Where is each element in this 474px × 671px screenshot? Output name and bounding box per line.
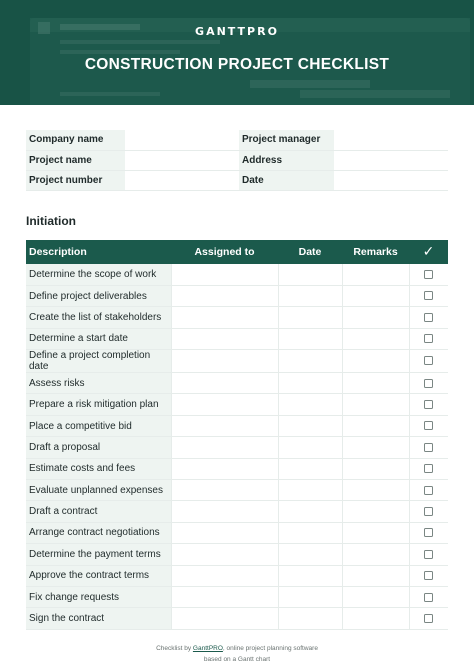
project-info-table: [26, 130, 448, 191]
task-description: Evaluate unplanned expenses: [26, 480, 171, 501]
date-field[interactable]: [334, 170, 448, 190]
check-cell: [409, 565, 448, 586]
date-cell[interactable]: [278, 586, 342, 607]
project-number-field[interactable]: [125, 170, 239, 190]
remarks-cell[interactable]: [342, 328, 409, 349]
table-row: [26, 458, 448, 479]
remarks-cell[interactable]: [342, 565, 409, 586]
remarks-cell[interactable]: [342, 394, 409, 415]
assigned-to-cell[interactable]: [171, 394, 278, 415]
task-checkbox[interactable]: [424, 571, 433, 580]
task-description: Create the list of stakeholders: [26, 307, 171, 328]
check-cell: [409, 501, 448, 522]
check-cell: [409, 350, 448, 373]
task-description: Assess risks: [26, 373, 171, 394]
table-row: [26, 415, 448, 436]
task-checkbox[interactable]: [424, 270, 433, 279]
task-checkbox[interactable]: [424, 443, 433, 452]
task-description: Draft a proposal: [26, 437, 171, 458]
brand-logo: GANTTPRO: [195, 25, 279, 38]
info-row: [26, 170, 448, 190]
checkmark-icon: ✓: [422, 244, 435, 260]
assigned-to-cell[interactable]: [171, 285, 278, 306]
task-checkbox[interactable]: [424, 421, 433, 430]
check-cell: [409, 586, 448, 607]
date-cell[interactable]: [278, 480, 342, 501]
date-cell[interactable]: [278, 458, 342, 479]
date-cell[interactable]: [278, 394, 342, 415]
date-cell[interactable]: [278, 565, 342, 586]
check-cell: [409, 415, 448, 436]
header-banner: [0, 0, 474, 105]
header-background-image: [0, 0, 474, 105]
date-cell[interactable]: [278, 307, 342, 328]
assigned-to-cell[interactable]: [171, 307, 278, 328]
task-checkbox[interactable]: [424, 550, 433, 559]
task-checkbox[interactable]: [424, 356, 433, 365]
check-cell: [409, 307, 448, 328]
page-title: CONSTRUCTION PROJECT CHECKLIST: [84, 56, 390, 73]
date-cell[interactable]: [278, 501, 342, 522]
footer-line-1: [0, 643, 474, 654]
check-cell: [409, 522, 448, 543]
assigned-to-cell[interactable]: [171, 373, 278, 394]
footer-suffix: , online project planning software: [222, 645, 318, 652]
table-row: [26, 285, 448, 306]
date-cell[interactable]: [278, 285, 342, 306]
check-cell: [409, 394, 448, 415]
task-checkbox[interactable]: [424, 334, 433, 343]
remarks-cell[interactable]: [342, 501, 409, 522]
task-description: Prepare a risk mitigation plan: [26, 394, 171, 415]
table-row: [26, 586, 448, 607]
task-description: Fix change requests: [26, 586, 171, 607]
date-cell[interactable]: [278, 350, 342, 373]
task-checkbox[interactable]: [424, 291, 433, 300]
check-cell: [409, 437, 448, 458]
table-row: [26, 328, 448, 349]
check-cell: [409, 373, 448, 394]
section-title-initiation: Initiation: [26, 214, 76, 228]
date-cell[interactable]: [278, 264, 342, 285]
remarks-cell[interactable]: [342, 415, 409, 436]
task-description: Define project deliverables: [26, 285, 171, 306]
task-checkbox[interactable]: [424, 379, 433, 388]
assigned-to-cell[interactable]: [171, 328, 278, 349]
project-name-field[interactable]: [125, 150, 239, 170]
project-manager-label: Project manager: [239, 130, 334, 150]
check-cell: [409, 544, 448, 565]
project-number-label: Project number: [26, 170, 125, 190]
ganttpro-link[interactable]: GanttPRO: [192, 645, 223, 652]
table-header-row: [26, 240, 448, 264]
assigned-to-cell[interactable]: [171, 586, 278, 607]
check-cell: [409, 480, 448, 501]
assigned-to-cell[interactable]: [171, 522, 278, 543]
assigned-to-cell[interactable]: [171, 264, 278, 285]
column-header-description: Description: [26, 240, 171, 264]
task-description: Define a project completion date: [26, 350, 171, 373]
task-checkbox[interactable]: [424, 400, 433, 409]
date-cell[interactable]: [278, 328, 342, 349]
date-cell[interactable]: [278, 608, 342, 629]
company-name-label: Company name: [26, 130, 125, 150]
remarks-cell[interactable]: [342, 608, 409, 629]
task-checkbox[interactable]: [424, 464, 433, 473]
project-manager-field[interactable]: [334, 130, 448, 150]
task-checkbox[interactable]: [424, 614, 433, 623]
assigned-to-cell[interactable]: [171, 544, 278, 565]
table-row: [26, 264, 448, 285]
task-checkbox[interactable]: [424, 507, 433, 516]
remarks-cell[interactable]: [342, 373, 409, 394]
address-field[interactable]: [334, 150, 448, 170]
task-description: Determine the payment terms: [26, 544, 171, 565]
info-row: [26, 150, 448, 170]
assigned-to-cell[interactable]: [171, 480, 278, 501]
check-cell: [409, 264, 448, 285]
date-cell[interactable]: [278, 522, 342, 543]
task-description: Estimate costs and fees: [26, 458, 171, 479]
info-row: [26, 130, 448, 150]
remarks-cell[interactable]: [342, 586, 409, 607]
footer: [0, 643, 474, 665]
remarks-cell[interactable]: [342, 264, 409, 285]
remarks-cell[interactable]: [342, 522, 409, 543]
date-cell[interactable]: [278, 373, 342, 394]
task-checkbox[interactable]: [424, 593, 433, 602]
table-row: [26, 522, 448, 543]
column-header-date: Date: [278, 240, 342, 264]
table-row: [26, 565, 448, 586]
task-description: Draft a contract: [26, 501, 171, 522]
assigned-to-cell[interactable]: [171, 415, 278, 436]
table-row: [26, 394, 448, 415]
task-description: Sign the contract: [26, 608, 171, 629]
table-row: [26, 373, 448, 394]
footer-prefix: Checklist by: [156, 645, 193, 652]
task-description: Determine a start date: [26, 328, 171, 349]
remarks-cell[interactable]: [342, 437, 409, 458]
assigned-to-cell[interactable]: [171, 565, 278, 586]
task-description: Determine the scope of work: [26, 264, 171, 285]
column-header-check: [409, 240, 448, 264]
column-header-assigned: Assigned to: [171, 240, 278, 264]
date-cell[interactable]: [278, 544, 342, 565]
table-row: [26, 544, 448, 565]
assigned-to-cell[interactable]: [171, 458, 278, 479]
check-cell: [409, 608, 448, 629]
task-description: Place a competitive bid: [26, 415, 171, 436]
remarks-cell[interactable]: [342, 480, 409, 501]
date-cell[interactable]: [278, 437, 342, 458]
task-checklist-table: [26, 240, 448, 630]
table-row: [26, 307, 448, 328]
address-label: Address: [239, 150, 334, 170]
company-name-field[interactable]: [125, 130, 239, 150]
assigned-to-cell[interactable]: [171, 501, 278, 522]
assigned-to-cell[interactable]: [171, 437, 278, 458]
remarks-cell[interactable]: [342, 285, 409, 306]
table-row: [26, 501, 448, 522]
table-row: [26, 480, 448, 501]
task-checkbox[interactable]: [424, 313, 433, 322]
task-checkbox[interactable]: [424, 528, 433, 537]
assigned-to-cell[interactable]: [171, 350, 278, 373]
table-row: [26, 608, 448, 629]
assigned-to-cell[interactable]: [171, 608, 278, 629]
date-label: Date: [239, 170, 334, 190]
table-row: [26, 437, 448, 458]
task-description: Approve the contract terms: [26, 565, 171, 586]
table-row: [26, 350, 448, 373]
task-checkbox[interactable]: [424, 486, 433, 495]
project-name-label: Project name: [26, 150, 125, 170]
date-cell[interactable]: [278, 415, 342, 436]
remarks-cell[interactable]: [342, 458, 409, 479]
check-cell: [409, 285, 448, 306]
check-cell: [409, 458, 448, 479]
remarks-cell[interactable]: [342, 350, 409, 373]
check-cell: [409, 328, 448, 349]
footer-line-2: based on a Gantt chart: [203, 656, 271, 663]
task-description: Arrange contract negotiations: [26, 522, 171, 543]
remarks-cell[interactable]: [342, 544, 409, 565]
remarks-cell[interactable]: [342, 307, 409, 328]
column-header-remarks: Remarks: [342, 240, 409, 264]
